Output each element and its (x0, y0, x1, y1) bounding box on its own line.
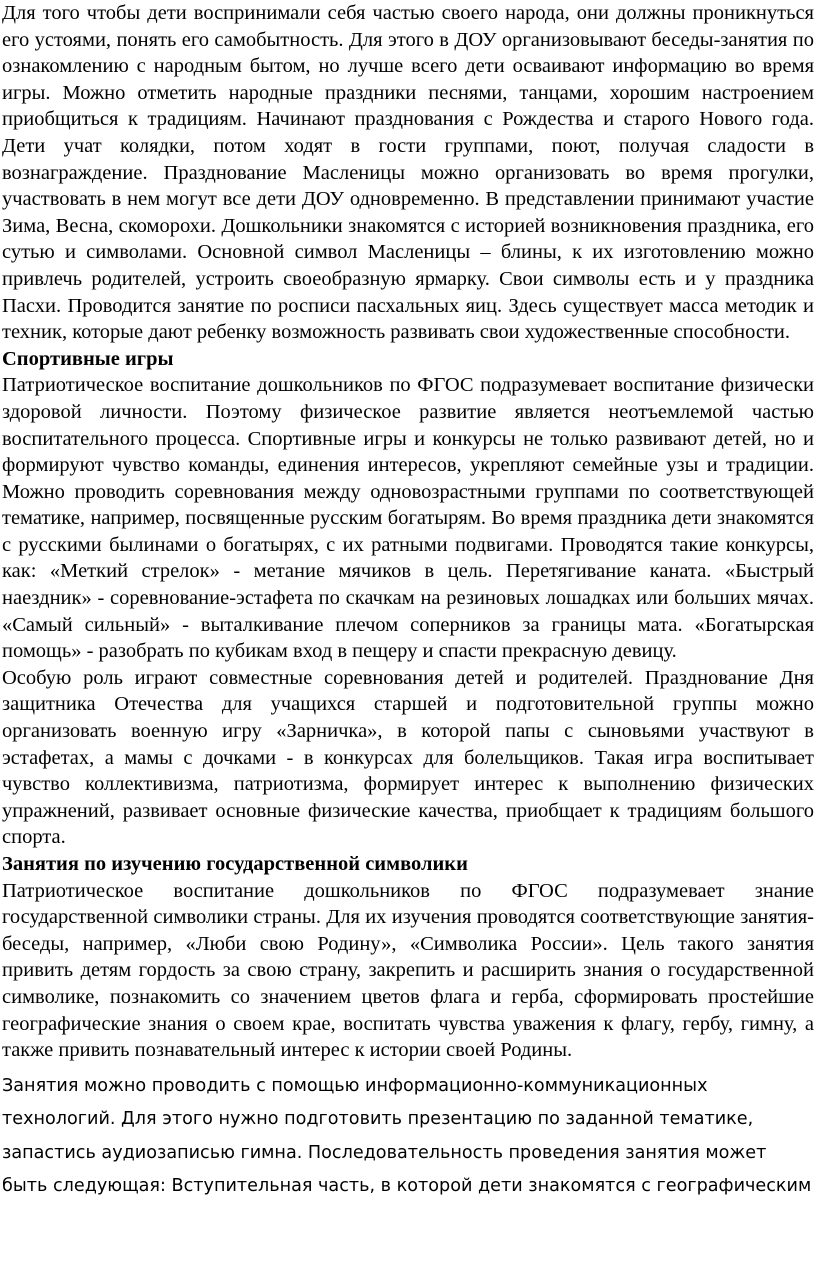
heading-sport-games: Спортивные игры (2, 347, 174, 370)
paragraph-joint-competitions: Особую роль играют совместные соревнования детей и родителей. Празднование Дня защитника Отечества для учащихся старшей и подготовительной группы можно организовать военную игру «Зарничка», в которой папы с сыновьями участвуют в эстафетах, а мамы с дочками - в конкурсах для болельщиков. Такая игра воспитывает чувство коллективизма, патриотизма, формирует интерес к выполнению физических упражнений, развивает основные физические качества, приобщает к традициям большого спорта. (2, 666, 814, 849)
heading-state-symbols: Занятия по изучению государственной символики (2, 853, 468, 875)
paragraph-folk-holidays: Для того чтобы дети воспринимали себя частью своего народа, они должны проникнуться его устоями, понять его самобытность. Для этого в ДОУ организовывают беседы-занятия по ознакомлению с народным бытом, но лучше всего дети осваивают информацию во время игры. Можно отметить народные праздники песнями, танцами, хорошим настроением приобщиться к традициям. Начинают празднования с Рождества и старого Нового года. Дети учат колядки, потом ходят в гости группами, поют, получая сладости в вознаграждение. Празднование Масленицы можно организовать во время прогулки, участвовать в нем могут все дети ДОУ одновременно. В представлении принимают участие Зима, Весна, скоморохи. Дошкольники знакомятся с историей возникновения праздника, его сутью и символами. Основной символ Масленицы – блины, к их изготовлению можно привлечь родителей, устроить своеобразную ярмарку. Свои символы есть и у праздника Пасхи. Проводится занятие по росписи пасхальных яиц. Здесь существует масса методик и техник, которые дают ребенку возможность развивать свои художественные способности. (2, 2, 814, 344)
paragraph-state-symbols: Патриотическое воспитание дошкольников по ФГОС подразумевает знание государственной символики страны. Для их изучения проводятся соответствующие занятия-беседы, например, «Люби свою Родину», «Символика России». Цель такого занятия привить детям гордость за свою страну, закрепить и расширить знания о государственной символике, познакомить со значением цветов флага и герба, сформировать простейшие географические знания о своем крае, воспитать чувства уважения к флагу, гербу, гимну, а также привить познавательный интерес к истории своей Родины. (2, 879, 814, 1062)
paragraph-sport-games: Патриотическое воспитание дошкольников по ФГОС подразумевает воспитание физически здоровой личности. Поэтому физическое развитие является неотъемлемой частью воспитательного процесса. Спортивные игры и конкурсы не только развивают детей, но и формируют чувство команды, единения интересов, укрепляют семейные узы и традиции. Можно проводить соревнования между одновозрастными группами по соответствующей тематике, например, посвященные русским богатырям. Во время праздника дети знакомятся с русскими былинами о богатырях, с их ратными подвигами. Проводятся такие конкурсы, как: «Меткий стрелок» - метание мячиков в цель. Перетягивание каната. «Быстрый наездник» - соревнование-эстафета по скачкам на резиновых лошадках или больших мячах. «Самый сильный» - выталкивание плечом соперников за границы мата. «Богатырская помощь» - разобрать по кубикам вход в пещеру и спасти прекрасную девицу. (2, 374, 814, 663)
paragraph-ict-lessons: Занятия можно проводить с помощью информационно-коммуникационных технологий. Для этого нужно подготовить презентацию по заданной тематике, запастись аудиозаписью гимна. Последовательность проведения занятия может быть следующая: Вступительная часть, в которой дети знакомятся с географическим (2, 1075, 812, 1197)
